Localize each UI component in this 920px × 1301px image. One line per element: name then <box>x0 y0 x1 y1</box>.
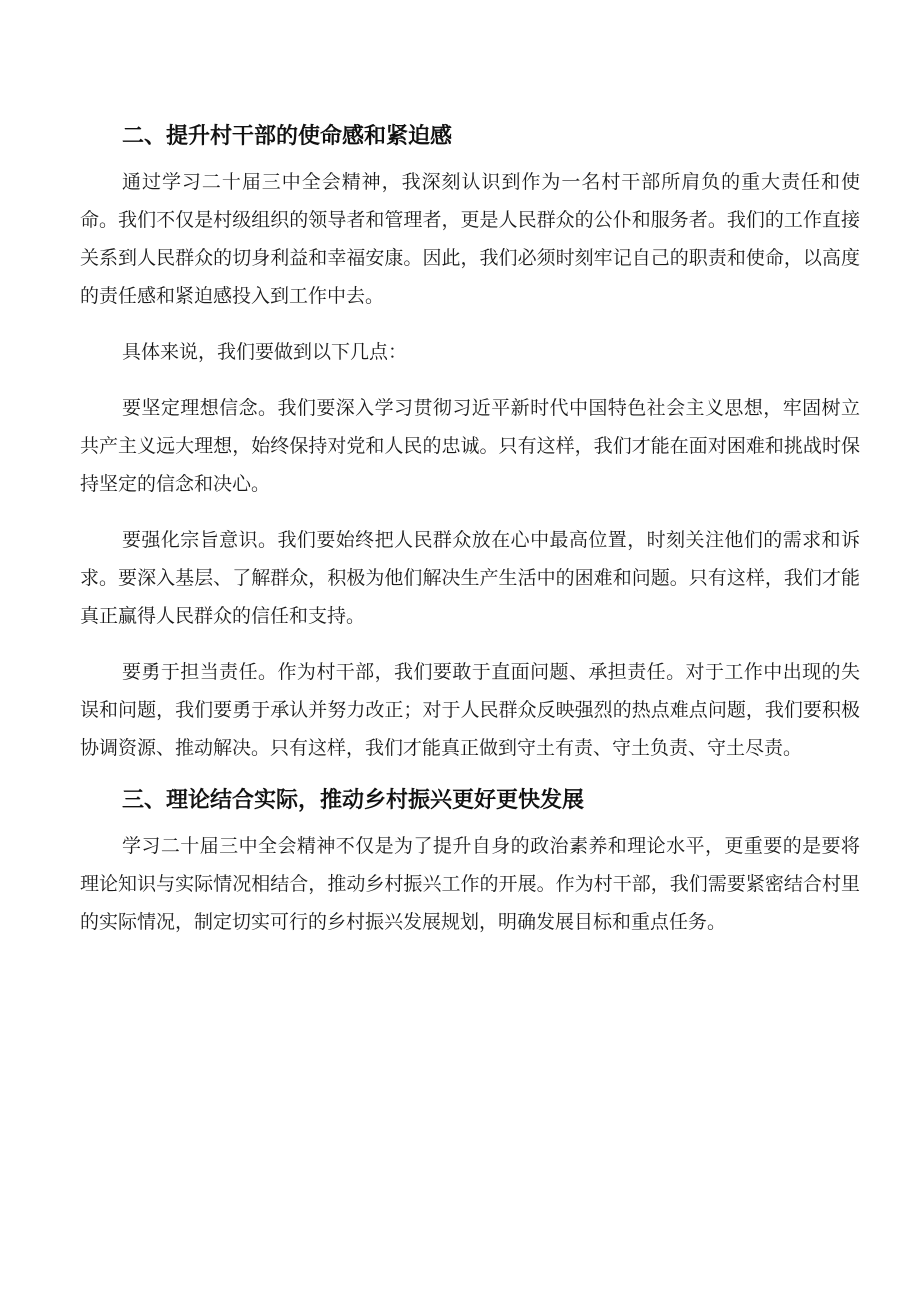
section-2-heading: 二、提升村干部的使命感和紧迫感 <box>122 124 453 149</box>
section-2-paragraph-3: 要坚定理想信念。我们要深入学习贯彻习近平新时代中国特色社会主义思想，牢固树立共产主义远大理想，始终保持对党和人民的忠诚。只有这样，我们才能在面对困难和挑战时保持坚定的信念和决心。 <box>80 397 860 495</box>
section-2-paragraph-5: 要勇于担当责任。作为村干部，我们要敢于直面问题、承担责任。对于工作中出现的失误和问题，我们要勇于承认并努力改正；对于人民群众反映强烈的热点难点问题，我们要积极协调资源、推动解决。只有这样，我们才能真正做到守土有责、守土负责、守土尽责。 <box>80 661 860 759</box>
section-2-paragraph-1: 通过学习二十届三中全会精神，我深刻认识到作为一名村干部所肩负的重大责任和使命。我们不仅是村级组织的领导者和管理者，更是人民群众的公仆和服务者。我们的工作直接关系到人民群众的切身利益和幸福安康。因此，我们必须时刻牢记自己的职责和使命，以高度的责任感和紧迫感投入到工作中去。 <box>80 171 860 307</box>
document-body <box>80 117 860 941</box>
section-2-paragraph-2: 具体来说，我们要做到以下几点： <box>122 341 408 363</box>
section-3-paragraph-1: 学习二十届三中全会精神不仅是为了提升自身的政治素养和理论水平，更重要的是要将理论知识与实际情况相结合，推动乡村振兴工作的开展。作为村干部，我们需要紧密结合村里的实际情况，制定切实可行的乡村振兴发展规划，明确发展目标和重点任务。 <box>80 835 860 933</box>
section-3-heading: 三、理论结合实际，推动乡村振兴更好更快发展 <box>122 788 585 813</box>
section-2-paragraph-4: 要强化宗旨意识。我们要始终把人民群众放在心中最高位置，时刻关注他们的需求和诉求。要深入基层、了解群众，积极为他们解决生产生活中的困难和问题。只有这样，我们才能真正赢得人民群众的信任和支持。 <box>80 529 860 627</box>
